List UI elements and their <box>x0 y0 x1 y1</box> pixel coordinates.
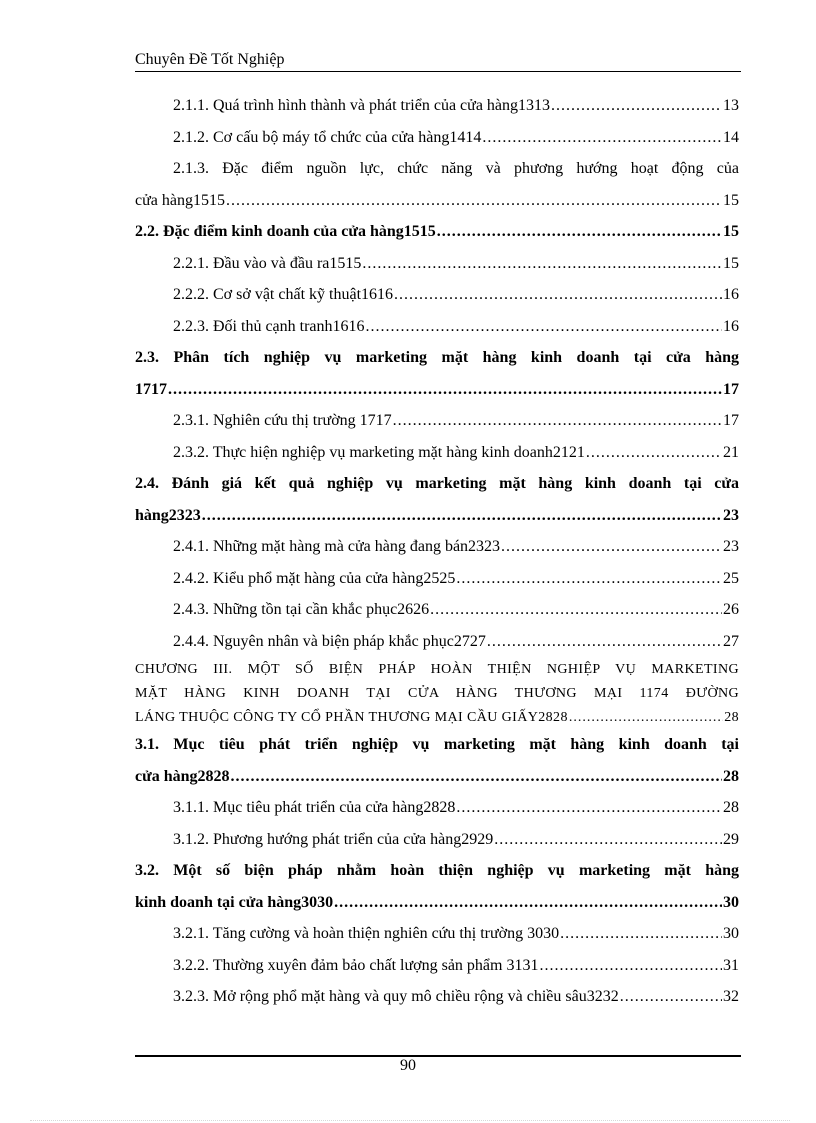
toc-leader-dots <box>226 187 722 215</box>
toc-entry-2-4-3[interactable] <box>135 596 739 628</box>
toc-leader-dots <box>366 313 722 341</box>
toc-entry-2-2[interactable] <box>135 218 739 250</box>
toc-entry-title: 3.1.1. Mục tiêu phát triển của cửa hàng2828 <box>173 799 456 816</box>
toc-entry-3-1-line1[interactable]: 3.1. Mục tiêu phát triển nghiệp vụ marketing mặt hàng kinh doanh tại <box>135 736 739 753</box>
toc-entry-title: 1717 <box>135 380 167 398</box>
toc-page-number: 31 <box>723 956 739 974</box>
toc-entry-title: 2.2. Đặc điểm kinh doanh của cửa hàng1515 <box>135 223 436 240</box>
toc-leader-dots <box>393 407 722 435</box>
page-bottom-dotted-border <box>30 1120 790 1121</box>
toc-leader-dots <box>551 92 722 120</box>
toc-entry-2-4-1[interactable] <box>135 533 739 565</box>
toc-entry-title: kinh doanh tại cửa hàng3030 <box>135 893 334 911</box>
toc-entry-2-4-line1[interactable]: 2.4. Đánh giá kết quả nghiệp vụ marketing mặt hàng kinh doanh tại cửa <box>135 475 739 492</box>
toc-leader-dots <box>501 533 722 561</box>
toc-entry-3-2[interactable] <box>135 889 739 921</box>
toc-page-number: 25 <box>723 569 739 587</box>
toc-leader-dots <box>620 983 722 1011</box>
toc-entry-2-1-1[interactable] <box>135 92 739 124</box>
toc-entry-3-2-line1[interactable]: 3.2. Một số biện pháp nhằm hoàn thiện nghiệp vụ marketing mặt hàng <box>135 862 739 879</box>
toc-entry-2-1-3-line1[interactable]: 2.1.3. Đặc điểm nguồn lực, chức năng và phương hướng hoạt động của <box>173 160 739 177</box>
toc-entry-3-2-1[interactable] <box>135 920 739 952</box>
toc-entry-title: LÁNG THUỘC CÔNG TY CỔ PHẦN THƯƠNG MẠI CẦU GIẤY2828 <box>135 710 568 725</box>
toc-page-number: 13 <box>723 97 739 114</box>
toc-entry-2-3-line1[interactable]: 2.3. Phân tích nghiệp vụ marketing mặt hàng kinh doanh tại cửa hàng <box>135 349 739 366</box>
toc-leader-dots <box>456 565 722 593</box>
toc-page-number: 30 <box>723 893 739 911</box>
toc-entry-title: 2.3.2. Thực hiện nghiệp vụ marketing mặt hàng kinh doanh2121 <box>173 443 585 461</box>
toc-entry-2-3[interactable] <box>135 376 739 408</box>
toc-entry-title: 2.4.3. Những tồn tại cần khắc phục2626 <box>173 601 430 618</box>
toc-entry-3-2-2[interactable] <box>135 952 739 984</box>
toc-leader-dots <box>482 124 722 152</box>
toc-page-number: 30 <box>723 925 739 942</box>
toc-page-number: 23 <box>723 506 739 524</box>
toc-entry-2-2-3[interactable] <box>135 313 739 345</box>
toc-leader-dots <box>437 218 722 246</box>
toc-page-number: 23 <box>723 538 739 555</box>
toc-leader-dots <box>394 281 722 309</box>
toc-page-number: 27 <box>723 632 739 650</box>
toc-leader-dots <box>487 628 722 656</box>
toc-page-number: 28 <box>723 767 739 785</box>
toc-leader-dots <box>560 920 722 948</box>
toc-entry-3-1-1[interactable] <box>135 794 739 826</box>
toc-entry-title: 2.1.2. Cơ cấu bộ máy tổ chức của cửa hàng1414 <box>173 128 482 146</box>
toc-entry-title: 3.2.1. Tăng cường và hoàn thiện nghiên cứu thị trường 3030 <box>173 925 560 942</box>
toc-leader-dots <box>430 596 722 624</box>
toc-entry-title: 2.4.2. Kiểu phổ mặt hàng của cửa hàng2525 <box>173 569 456 587</box>
toc-entry-title: 2.1.1. Quá trình hình thành và phát triển của cửa hàng1313 <box>173 97 551 114</box>
toc-chapter-3-line1[interactable]: CHƯƠNG III. MỘT SỐ BIỆN PHÁP HOÀN THIỆN NGHIỆP VỤ MARKETING <box>135 662 739 677</box>
toc-leader-dots <box>586 439 722 467</box>
toc-entry-title: 2.4.1. Những mặt hàng mà cửa hàng đang bán2323 <box>173 538 501 555</box>
toc-leader-dots <box>202 502 722 530</box>
toc-leader-dots <box>362 250 722 278</box>
toc-page-number: 17 <box>723 380 739 398</box>
toc-entry-3-1-2[interactable] <box>135 826 739 858</box>
toc-page-number: 15 <box>723 254 739 272</box>
toc-entry-2-2-2[interactable] <box>135 281 739 313</box>
running-header: Chuyên Đề Tốt Nghiệp <box>135 51 285 68</box>
toc-entry-title: hàng2323 <box>135 506 201 524</box>
toc-leader-dots <box>231 763 723 791</box>
toc-entry-title: cửa hàng2828 <box>135 767 230 785</box>
toc-page-number: 16 <box>723 286 739 303</box>
toc-entry-2-1-2[interactable] <box>135 124 739 156</box>
toc-entry-2-4-2[interactable] <box>135 565 739 597</box>
toc-entry-2-4[interactable] <box>135 502 739 534</box>
toc-page-number: 14 <box>723 128 739 146</box>
toc-page-number: 15 <box>723 191 739 209</box>
toc-entry-2-2-1[interactable] <box>135 250 739 282</box>
toc-page-number: 15 <box>723 223 739 240</box>
toc-leader-dots <box>456 794 722 822</box>
toc-leader-dots <box>168 376 722 404</box>
toc-entry-3-2-3[interactable] <box>135 983 739 1015</box>
toc-entry-title: 3.2.3. Mở rộng phổ mặt hàng và quy mô chiều rộng và chiều sâu3232 <box>173 988 619 1005</box>
toc-entry-2-1-3[interactable] <box>135 187 739 219</box>
toc-leader-dots <box>494 826 722 854</box>
toc-entry-3-1[interactable] <box>135 763 739 795</box>
toc-page-number: 28 <box>724 710 739 725</box>
toc-page-number: 32 <box>723 988 739 1005</box>
toc-entry-title: 2.2.1. Đầu vào và đầu ra1515 <box>173 254 362 272</box>
toc-entry-2-3-2[interactable] <box>135 439 739 471</box>
toc-leader-dots <box>569 707 723 729</box>
toc-page-number: 16 <box>723 317 739 335</box>
toc-entry-title: 2.2.2. Cơ sở vật chất kỹ thuật1616 <box>173 286 394 303</box>
toc-entry-title: 2.2.3. Đối thủ cạnh tranh1616 <box>173 317 365 335</box>
toc-leader-dots <box>539 952 722 980</box>
table-of-contents <box>135 92 739 1015</box>
toc-page-number: 17 <box>723 412 739 429</box>
toc-entry-title: 2.4.4. Nguyên nhân và biện pháp khắc phục2727 <box>173 632 486 650</box>
toc-page-number: 29 <box>723 830 739 848</box>
toc-leader-dots <box>334 889 722 917</box>
page-number: 90 <box>400 1057 416 1074</box>
toc-entry-2-4-4[interactable] <box>135 628 739 660</box>
toc-entry-title: 2.3.1. Nghiên cứu thị trường 1717 <box>173 412 392 429</box>
toc-entry-title: 3.1.2. Phương hướng phát triển của cửa hàng2929 <box>173 830 494 848</box>
toc-page-number: 26 <box>723 601 739 618</box>
toc-entry-2-3-1[interactable] <box>135 407 739 439</box>
toc-entry-title: cửa hàng1515 <box>135 191 225 209</box>
toc-entry-title: 3.2.2. Thường xuyên đảm bảo chất lượng sản phẩm 3131 <box>173 956 539 974</box>
toc-chapter-3[interactable] <box>135 707 739 731</box>
toc-page-number: 21 <box>723 443 739 461</box>
toc-page-number: 28 <box>723 799 739 816</box>
header-rule <box>135 71 741 72</box>
toc-chapter-3-line2[interactable]: MẶT HÀNG KINH DOANH TẠI CỬA HÀNG THƯƠNG MẠI 1174 ĐƯỜNG <box>135 686 739 701</box>
